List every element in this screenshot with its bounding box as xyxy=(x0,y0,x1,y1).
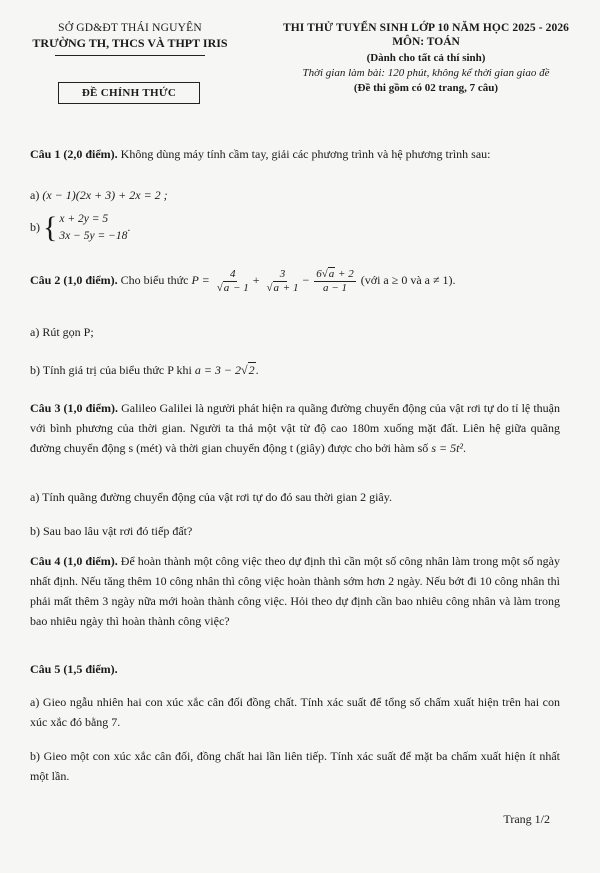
fraction-2-den-tail: + 1 xyxy=(282,281,299,294)
question-2-text: Cho biểu thức xyxy=(120,273,189,287)
question-1b: b) { x + 2y = 5 3x − 5y = −18 . xyxy=(30,211,131,244)
fraction-2 xyxy=(264,268,300,295)
fraction-3-num-tail: + 2 xyxy=(338,267,354,280)
question-4-text: Để hoàn thành một công việc theo dự định thì cần một số công nhân làm trong một số ngày nhất định. Nếu tăng thêm 10 công nhân thì công việc hoàn thành sớm hơn 2 ngày. Nếu bớt đi 10 công nhân thì phải mất thêm 3 ngày nữa mới hoàn thành công việc. Hỏi theo dự định cần bao nhiêu công nhân và làm trong bao nhiêu ngày thì hoàn thành công việc? xyxy=(30,554,561,628)
question-5b: b) Gieo một con xúc xắc cân đối, đồng chất hai lần liên tiếp. Tính xác suất để mặt ba chấm xuất hiện ít nhất một lần. xyxy=(30,749,560,783)
question-2b-equation: a = 3 − 2 xyxy=(194,363,242,377)
time-note: Thời gian làm bài: 120 phút, không kể thời gian giao đề xyxy=(302,67,550,79)
question-1a xyxy=(30,185,560,205)
question-3-tail: . xyxy=(463,441,467,455)
question-1a-label: a) xyxy=(30,188,40,202)
pages-note: (Đề thi gồm có 02 trang, 7 câu) xyxy=(353,82,499,94)
question-1a-equation: (x − 1)(2x + 3) + 2x = 2 ; xyxy=(42,188,168,202)
question-2: Câu 2 (1,0 điểm). Cho biểu thức P = $\frac{4}{√a - 1}$ + $\frac{3}{√a + 1}$ − $\frac{6√a + 2}{a - 1}$ (với a ≥ 0 và a ≠ 1). xyxy=(30,267,456,294)
header-right xyxy=(258,22,594,94)
radicand: a xyxy=(223,281,230,294)
question-1 xyxy=(30,144,560,164)
question-3b: b) Sau bao lâu vật rơi đó tiếp đất? xyxy=(30,524,193,538)
fraction-3 xyxy=(314,268,355,295)
question-3-label: Câu 3 (1,0 điểm). xyxy=(30,401,118,415)
question-3-text: Galileo Galilei là người phát hiện ra quãng đường chuyển động của vật rơi tự do tỉ lệ thuận với bình phương của thời gian. Người ta thả một vật từ độ cao 180m xuống mặt đất. Liên hệ giữa quãng đường chuyển động s (mét) và thời gian chuyển động t (giây) được cho bởi hàm số xyxy=(30,401,560,455)
question-2b-tail: . xyxy=(255,363,259,377)
question-3-formula: s = 5t² xyxy=(431,441,464,455)
question-1b-label: b) xyxy=(30,219,40,234)
question-3a: a) Tính quãng đường chuyển động của vật rơi tự do đó sau thời gian 2 giây. xyxy=(30,490,392,504)
system-row-1: x + 2y = 5 xyxy=(59,213,109,225)
radicand: 2 xyxy=(248,363,255,377)
fraction-1-den-tail: − 1 xyxy=(233,281,249,294)
question-5a: a) Gieo ngẫu nhiên hai con xúc xắc cân đối đồng chất. Tính xác suất để tổng số chấm xuất hiện trên hai con xúc xắc đó bằng 7. xyxy=(30,695,560,729)
question-2a: a) Rút gọn P; xyxy=(30,325,94,339)
school-name: TRƯỜNG TH, THCS VÀ THPT IRIS xyxy=(32,36,228,50)
fraction-3-denominator: a − 1 xyxy=(323,281,347,294)
question-1-text: Không dùng máy tính cầm tay, giải các phương trình và hệ phương trình sau: xyxy=(120,147,491,161)
exam-title: THI THỬ TUYỂN SINH LỚP 10 NĂM HỌC 2025 - 2026 xyxy=(282,22,570,34)
p-equals: P = xyxy=(191,273,210,287)
official-exam-badge: ĐỀ CHÍNH THỨC xyxy=(58,82,200,104)
question-1-label: Câu 1 (2,0 điểm). xyxy=(30,147,118,161)
fraction-2-numerator: 3 xyxy=(279,267,286,280)
question-2b: b) Tính giá trị của biểu thức P khi a = 3 − 2√2. xyxy=(30,363,259,377)
page-number: Trang 1/2 xyxy=(503,812,550,826)
question-2b-text: b) Tính giá trị của biểu thức P khi xyxy=(30,363,192,377)
header-left xyxy=(12,22,248,56)
fraction-1-denominator: √a − 1 xyxy=(216,281,249,294)
radicand: a xyxy=(273,281,280,294)
fraction-2-denominator: √a + 1 xyxy=(266,281,299,294)
fraction-3-numerator: 6√a + 2 xyxy=(316,267,354,280)
header-divider xyxy=(55,55,205,56)
question-2-label: Câu 2 (1,0 điểm). xyxy=(30,273,118,287)
fraction-1 xyxy=(215,268,251,295)
radicand: a xyxy=(328,267,335,280)
question-5 xyxy=(30,659,560,679)
department-name: SỞ GD&ĐT THÁI NGUYÊN xyxy=(58,22,202,34)
fraction-1-numerator: 4 xyxy=(229,267,236,280)
question-5-label: Câu 5 (1,5 điểm). xyxy=(30,662,118,676)
condition: (với a ≥ 0 và a ≠ 1). xyxy=(360,273,456,287)
subject: MÔN: TOÁN xyxy=(392,36,460,48)
question-4 xyxy=(30,551,560,631)
question-4-label: Câu 4 (1,0 điểm). xyxy=(30,554,118,568)
audience-note: (Dành cho tất cả thí sinh) xyxy=(366,52,486,64)
coefficient: 6 xyxy=(316,267,322,280)
equation-system xyxy=(43,211,127,245)
system-row-2: 3x − 5y = −18 xyxy=(59,230,128,242)
question-3 xyxy=(30,398,560,458)
brace-icon: { xyxy=(43,211,58,244)
